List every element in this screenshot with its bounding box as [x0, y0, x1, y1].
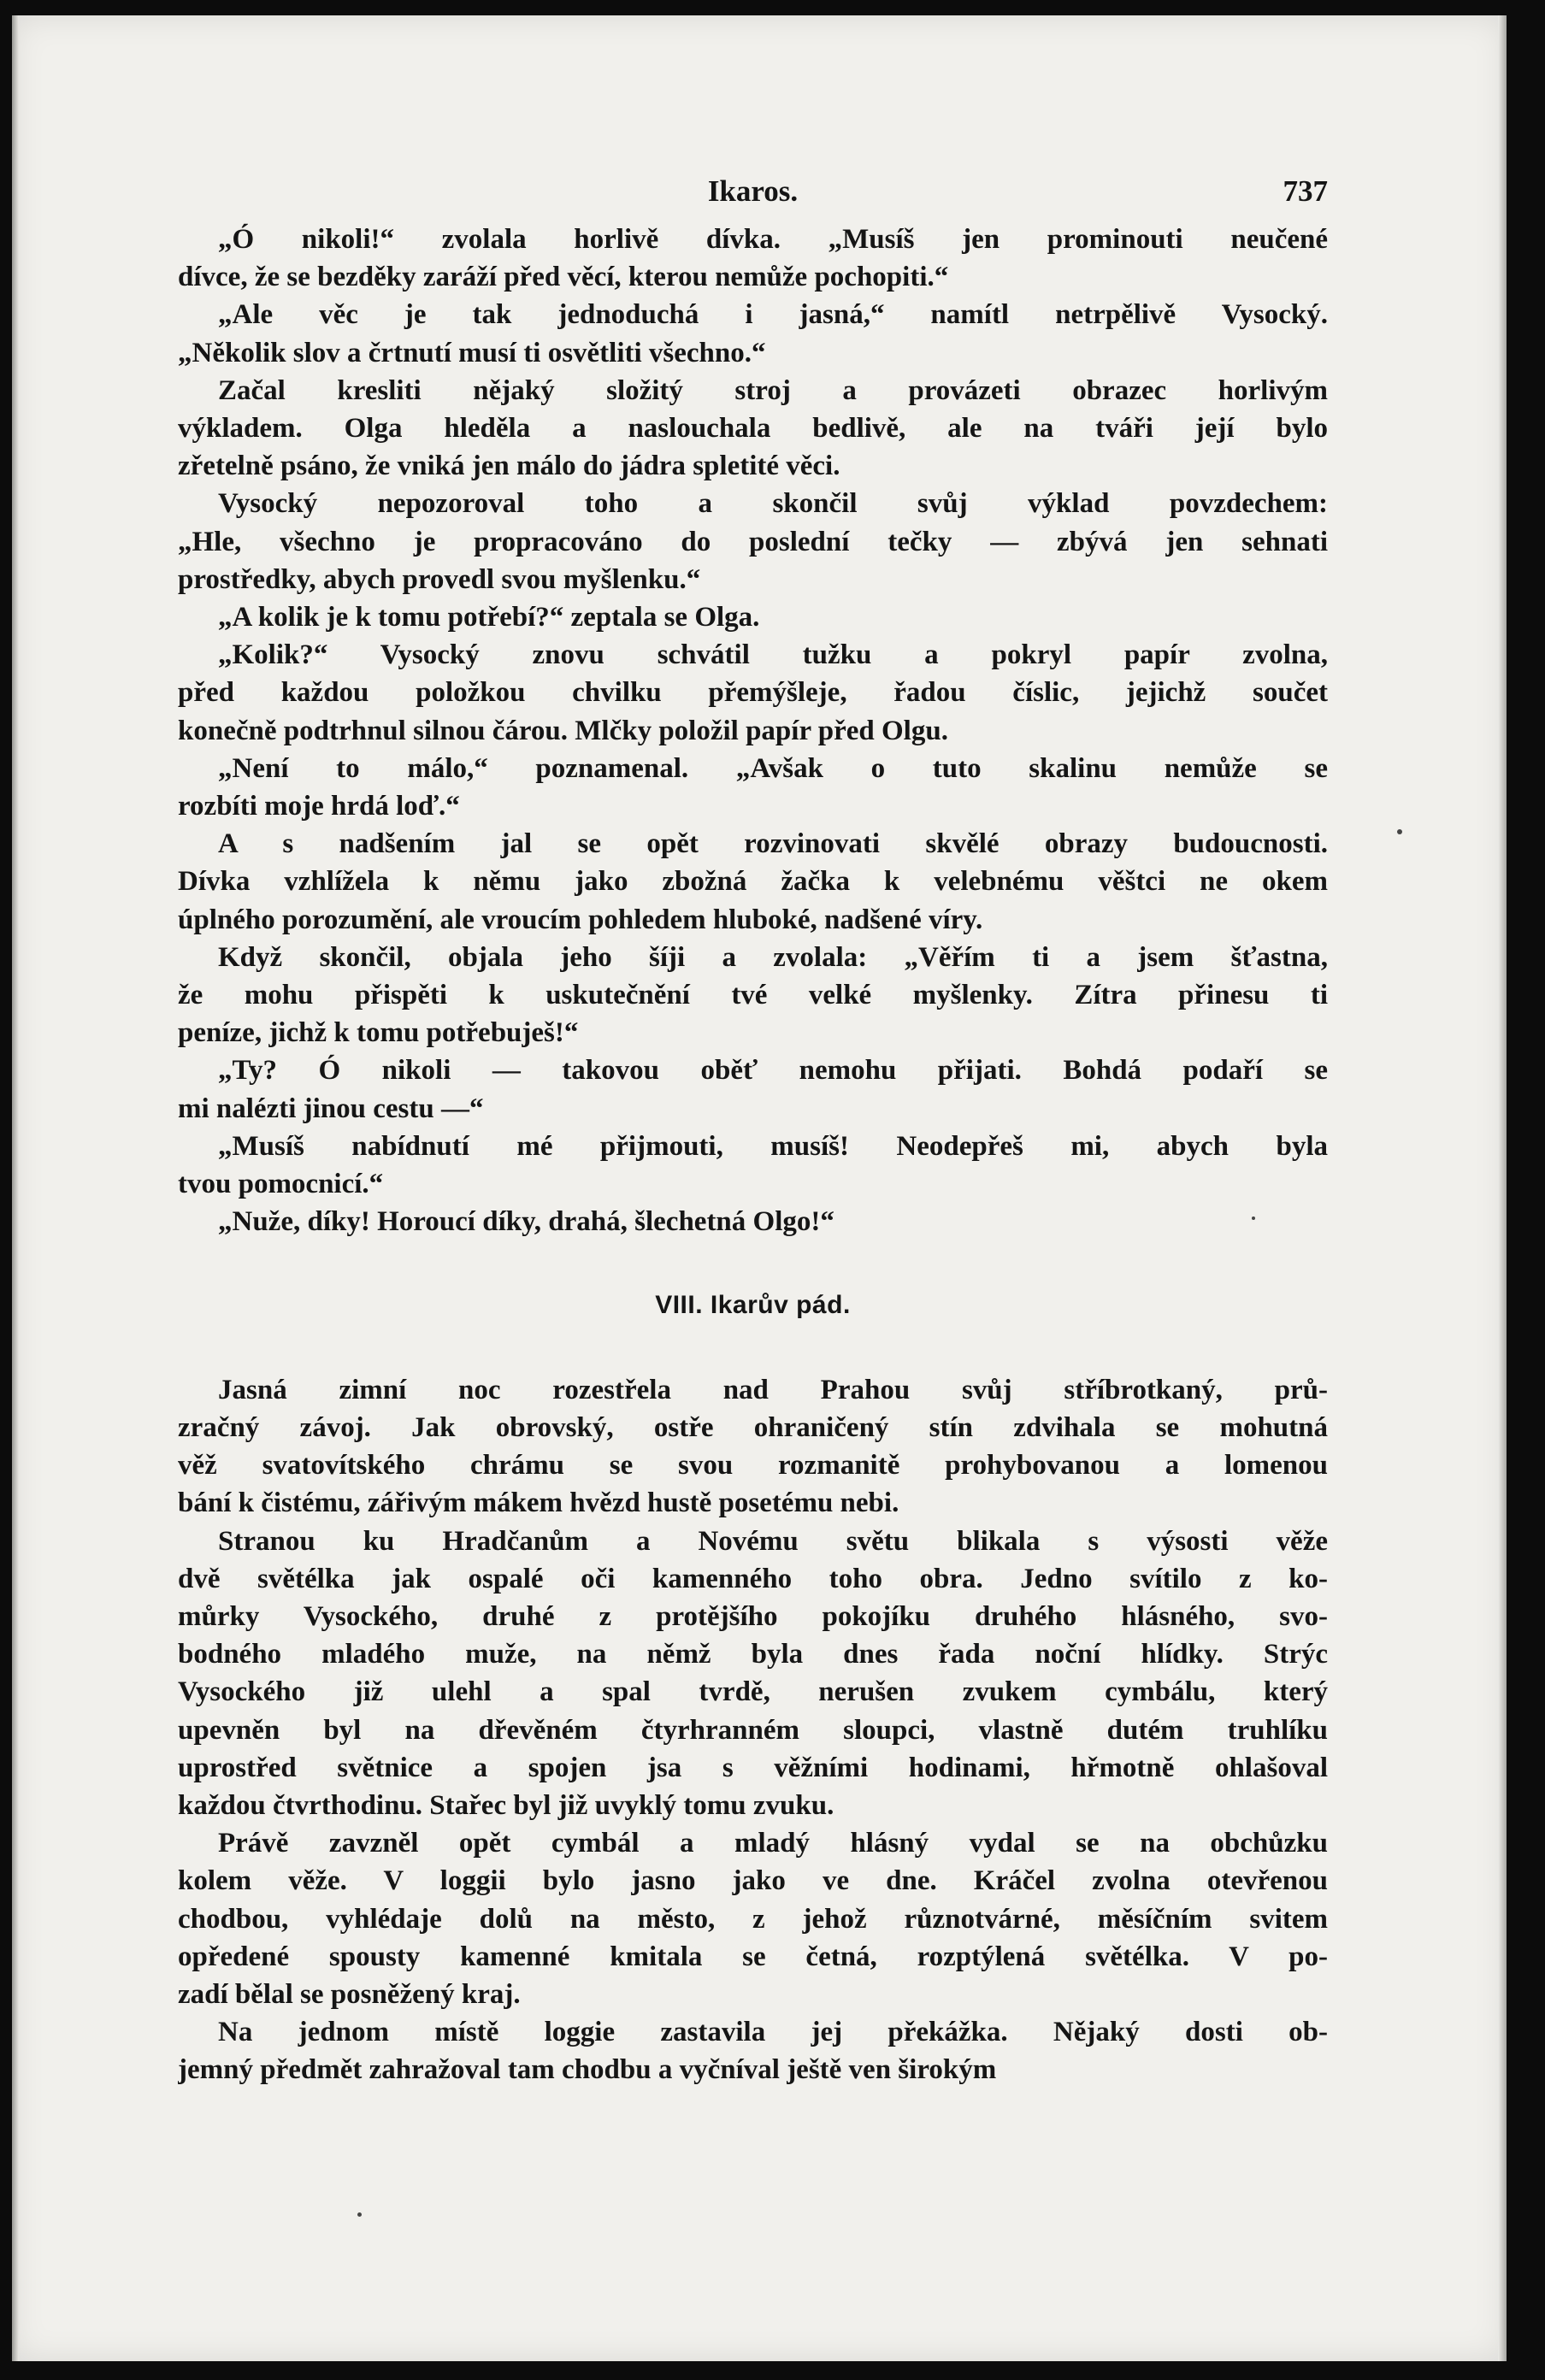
- text-line: „Kolik?“ Vysocký znovu schvátil tužku a pokryl papír zvolna,: [218, 639, 1328, 671]
- text-line: jemný předmět zahražoval tam chodbu a vyčníval ještě ven širokým: [178, 2054, 997, 2086]
- text-line: každou čtvrthodinu. Stařec byl již uvyklý tomu zvuku.: [178, 1789, 834, 1821]
- text-section-after: [178, 1371, 1328, 2089]
- text-line: bodného mladého muže, na němž byla dnes řada noční hlídky. Strýc: [178, 1639, 1328, 1670]
- text-line: „A kolik je k tomu potřebí?“ zeptala se Olga.: [218, 602, 760, 633]
- paragraph: [178, 1824, 1328, 2013]
- paragraph: [178, 1128, 1328, 1203]
- page-edge-left: [12, 15, 19, 2361]
- paragraph: [178, 939, 1328, 1052]
- text-line: Dívka vzhlížela k němu jako zbožná žačka k velebnému věštci ne okem: [178, 866, 1328, 898]
- paragraph: [178, 485, 1328, 598]
- text-section-before: [178, 221, 1328, 1240]
- text-line: „Ty? Ó nikoli — takovou oběť nemohu přijati. Bohdá podaří se: [218, 1055, 1328, 1087]
- page-edge-right: [1498, 15, 1507, 2361]
- text-line: výkladem. Olga hleděla a naslouchala bedlivě, ale na tváři její bylo: [178, 413, 1328, 445]
- paragraph: [178, 598, 1328, 636]
- paragraph: [178, 221, 1328, 296]
- text-line: peníze, jichž k tomu potřebuješ!“: [178, 1017, 579, 1049]
- text-line: rozbíti moje hrdá loď.“: [178, 791, 460, 822]
- paragraph: [178, 1052, 1328, 1127]
- text-line: dívce, že se bezděky zaráží před věcí, kterou nemůže pochopiti.“: [178, 262, 949, 293]
- text-line: že mohu přispěti k uskutečnění tvé velké myšlenky. Zítra přinesu ti: [178, 980, 1328, 1011]
- text-line: „Několik slov a črtnutí musí ti osvětliti všechno.“: [178, 337, 766, 368]
- text-line: Jasná zimní noc rozestřela nad Prahou svůj stříbrotkaný, prů-: [218, 1374, 1328, 1405]
- paragraph: [178, 296, 1328, 371]
- text-line: „Ó nikoli!“ zvolala horlivě dívka. „Musíš jen prominouti neučené: [218, 224, 1328, 255]
- paragraph: [178, 750, 1328, 825]
- text-line: „Hle, všechno je propracováno do poslední tečky — zbývá jen sehnati: [178, 526, 1328, 557]
- text-line: „Musíš nabídnutí mé přijmouti, musíš! Neodepřeš mi, abych byla: [218, 1130, 1328, 1162]
- text-line: Na jednom místě loggie zastavila jej překážka. Nějaký dosti ob-: [218, 2017, 1328, 2048]
- running-head: [178, 169, 1328, 221]
- text-line: uprostřed světnice a spojen jsa s věžními hodinami, hřmotně ohlašoval: [178, 1752, 1328, 1783]
- text-line: Když skončil, objala jeho šíji a zvolala: „Věřím ti a jsem šťastna,: [218, 941, 1328, 973]
- text-line: chodbou, vyhlédaje dolů na město, z jehož různotvárné, měsíčním svitem: [178, 1903, 1328, 1935]
- text-line: opředené spousty kamenné kmitala se četná, rozptýlená světélka. V po-: [178, 1941, 1328, 1972]
- text-line: tvou pomocnicí.“: [178, 1169, 384, 1200]
- text-line: prostředky, abych provedl svou myšlenku.“: [178, 563, 701, 595]
- text-line: před každou položkou chvilku přemýšleje, řadou číslic, jejichž součet: [178, 677, 1328, 709]
- book-page: [12, 15, 1507, 2361]
- text-line: Vysockého již ulehl a spal tvrdě, nerušen zvukem cymbálu, který: [178, 1676, 1328, 1708]
- page-text: [178, 169, 1328, 2089]
- text-line: „Není to málo,“ poznamenal. „Avšak o tuto skalinu nemůže se: [218, 752, 1328, 784]
- text-line: zřetelně psáno, že vniká jen málo do jádra spletité věci.: [178, 451, 840, 482]
- chapter-heading: VIII. Ikarův pád.: [655, 1291, 851, 1320]
- text-line: „Nuže, díky! Horoucí díky, drahá, šlechetná Olgo!“: [218, 1206, 834, 1238]
- text-line: upevněn byl na dřevěném čtyrhranném sloupci, vlastně dutém truhlíku: [178, 1714, 1328, 1746]
- paper-speck: [357, 2212, 362, 2217]
- page-number: 737: [1283, 174, 1328, 208]
- paper-speck: [1397, 829, 1402, 834]
- paragraph: [178, 1203, 1328, 1240]
- text-line: dvě světélka jak ospalé oči kamenného toho obra. Jedno svítilo z ko-: [178, 1563, 1328, 1594]
- text-line: věž svatovítského chrámu se svou rozmanitě prohybovanou a lomenou: [178, 1450, 1328, 1482]
- text-line: Začal kresliti nějaký složitý stroj a provázeti obrazec horlivým: [218, 374, 1328, 406]
- paragraph: [178, 1523, 1328, 1825]
- text-line: kolem věže. V loggii bylo jasno jako ve dne. Kráčel zvolna otevřenou: [178, 1865, 1328, 1897]
- text-line: zračný závoj. Jak obrovský, ostře ohraničený stín zdvihala se mohutná: [178, 1411, 1328, 1443]
- paragraph: [178, 2013, 1328, 2088]
- paragraph: [178, 636, 1328, 750]
- text-line: mi nalézti jinou cestu —“: [178, 1093, 484, 1124]
- paragraph: [178, 1371, 1328, 1523]
- text-line: zadí bělal se posněžený kraj.: [178, 1978, 521, 2010]
- text-line: úplného porozumění, ale vroucím pohledem hluboké, nadšené víry.: [178, 904, 983, 935]
- text-line: bání k čistému, zářivým mákem hvězd hustě posetému nebi.: [178, 1488, 899, 1519]
- text-line: A s nadšením jal se opět rozvinovati skvělé obrazy budoucnosti.: [218, 828, 1328, 860]
- running-title: Ikaros.: [707, 174, 799, 208]
- text-line: „Ale věc je tak jednoduchá i jasná,“ namítl netrpělivě Vysocký.: [218, 299, 1328, 331]
- paragraph: [178, 825, 1328, 939]
- text-line: Vysocký nepozoroval toho a skončil svůj výklad povzdechem:: [218, 488, 1328, 520]
- paragraph: [178, 372, 1328, 486]
- text-line: konečně podtrhnul silnou čárou. Mlčky položil papír před Olgu.: [178, 715, 948, 746]
- text-line: Právě zavzněl opět cymbál a mladý hlásný vydal se na obchůzku: [218, 1828, 1328, 1859]
- text-line: můrky Vysockého, druhé z protějšího pokojíku druhého hlásného, svo-: [178, 1600, 1328, 1632]
- text-line: Stranou ku Hradčanům a Novému světu blikala s výsosti věže: [218, 1525, 1328, 1557]
